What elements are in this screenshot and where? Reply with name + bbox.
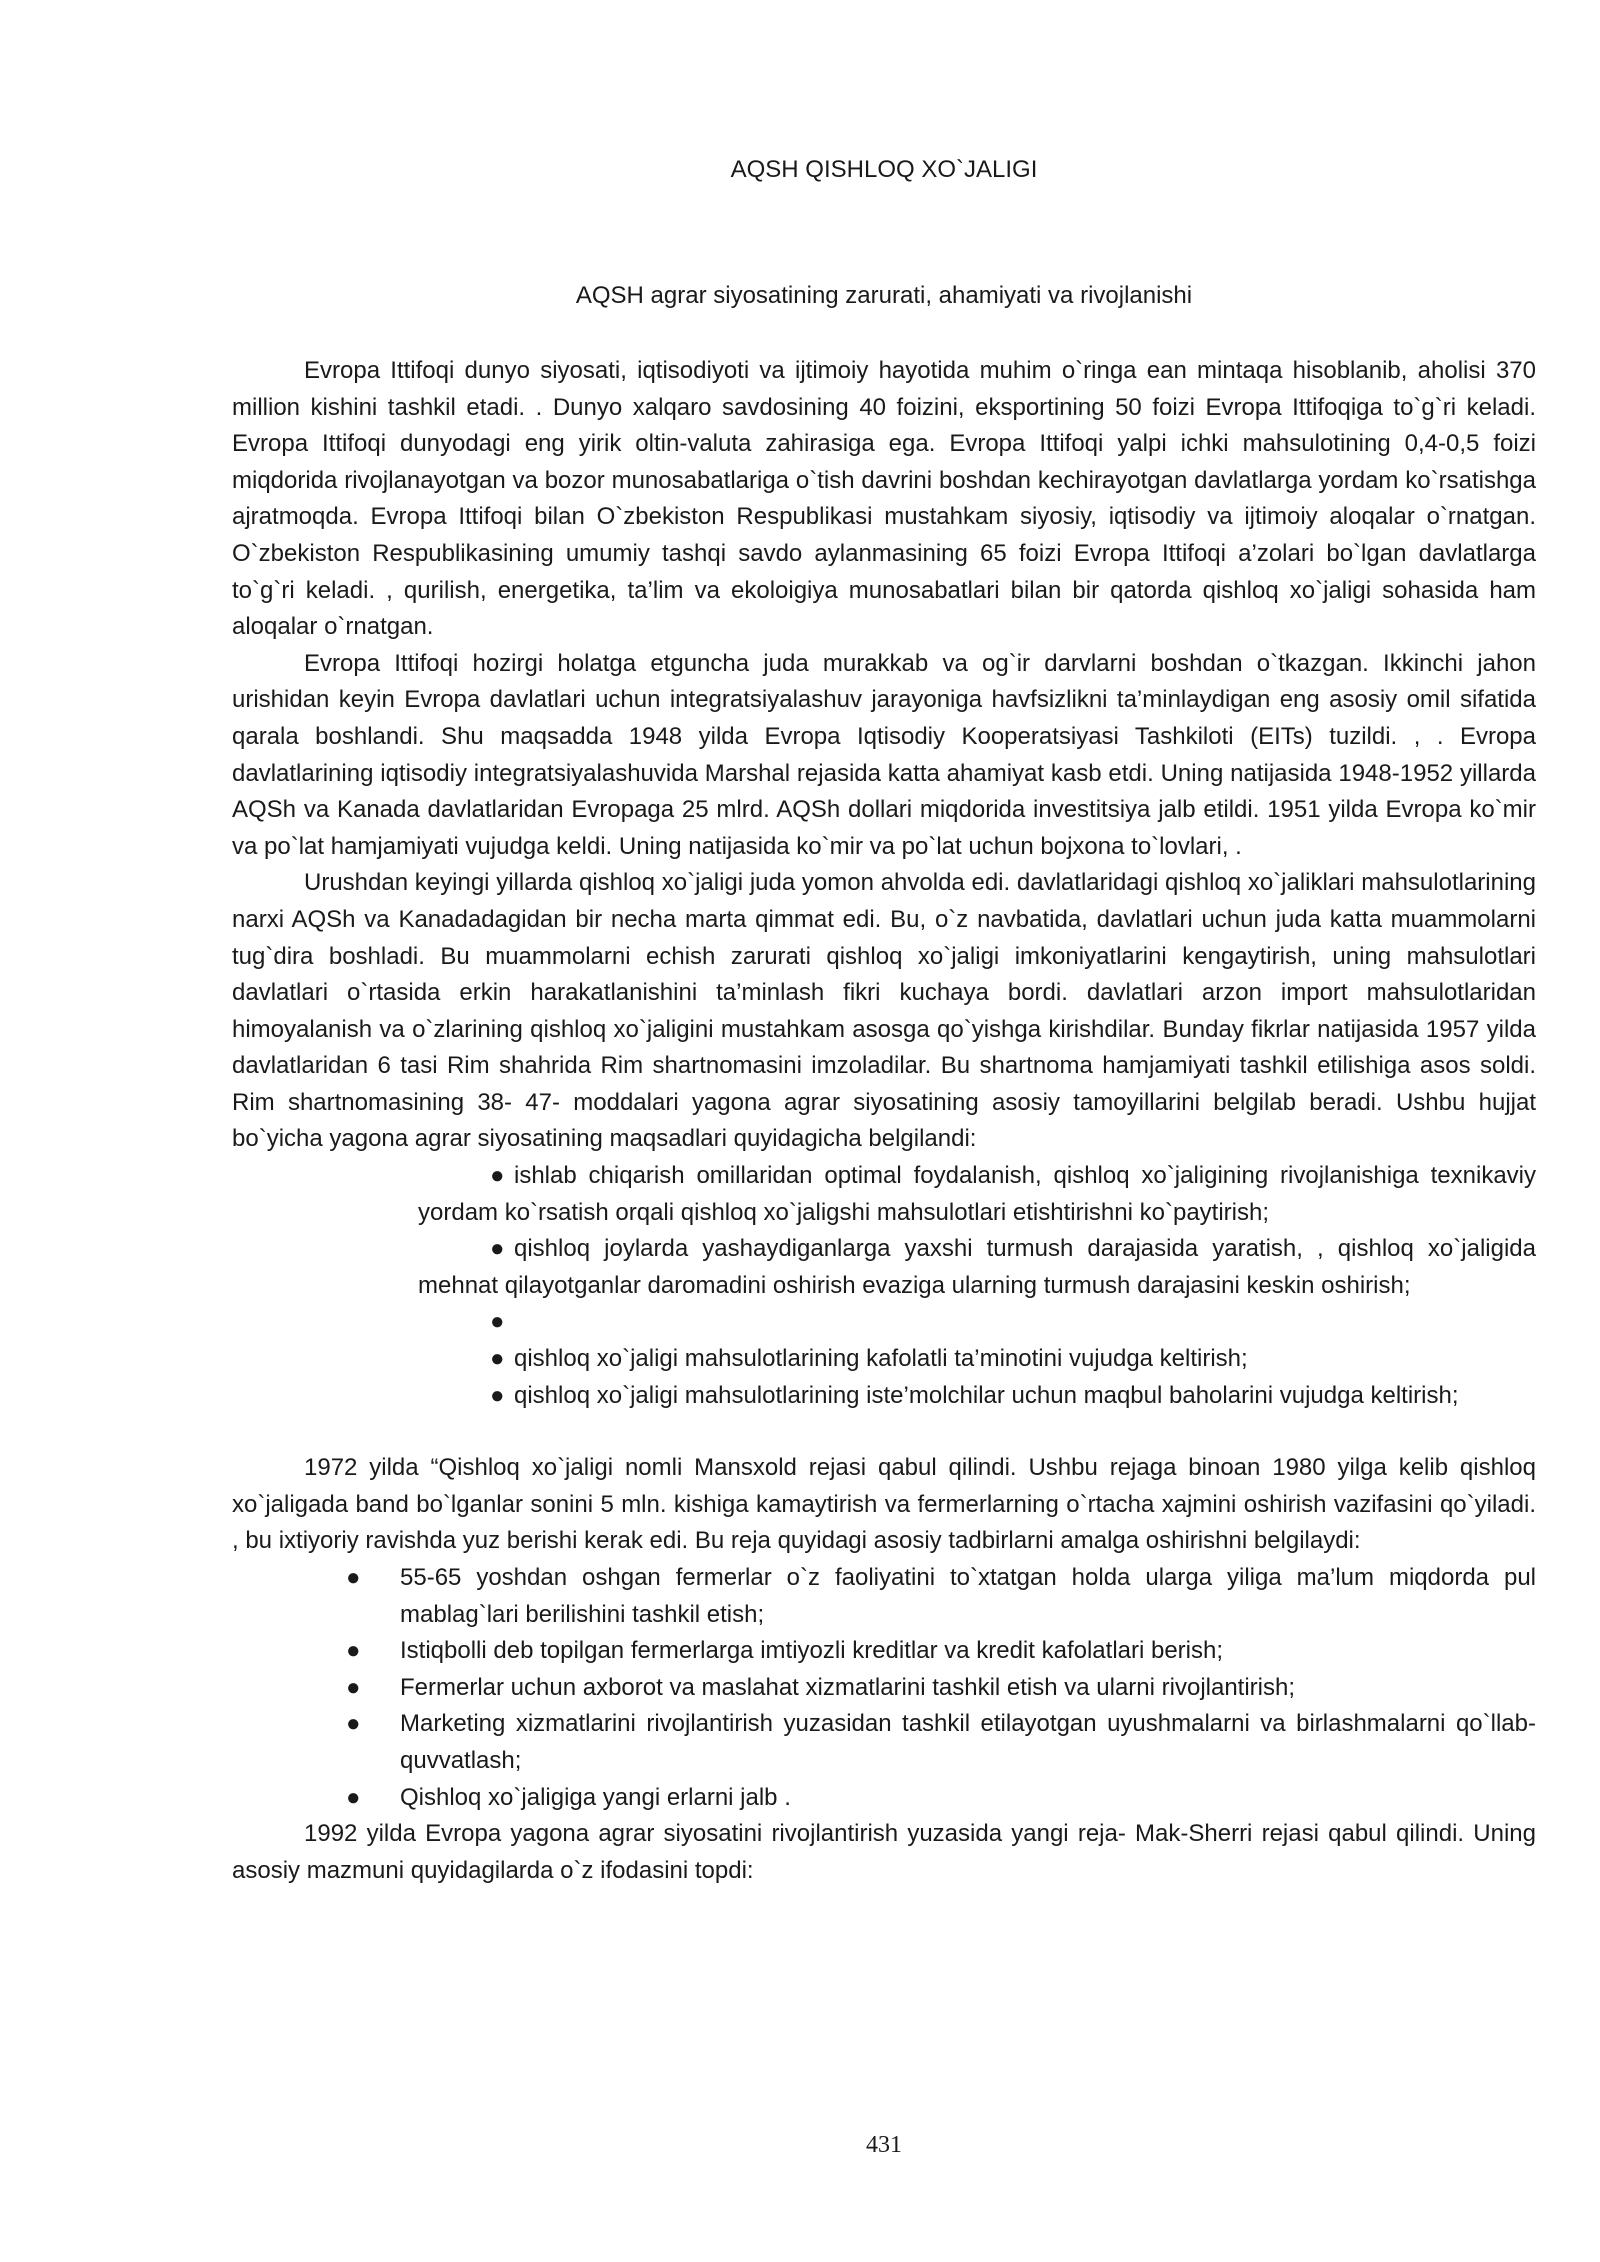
list-item <box>418 1341 1536 1378</box>
bullet-icon: ● <box>490 1345 505 1373</box>
list-item-text: qishloq joylarda yashaydiganlarga yaxshi turmush darajasida yaratish, , qishloq xo`jaligida mehnat qilayotganlar daromadini oshirish evaziga ularning turmush darajasini keskin oshirish; <box>418 1235 1536 1299</box>
paragraph: Evropa Ittifoqi hozirgi holatga etguncha juda murakkab va og`ir darvlarni boshdan o`tkazgan. Ikkinchi jahon urishidan keyin Evropa davlatlari uchun integratsiyalashuv jarayoniga havfsizlikni ta’minlaydigan eng asosiy omil sifatida qarala boshlandi. Shu maqsadda 1948 yilda Evropa Iqtisodiy Kooperatsiyasi Tashkiloti (EITs) tuzildi. , . Evropa davlatlarining iqtisodiy integratsiyalashuvida Marshal rejasida katta ahamiyat kasb etdi. Uning natijasida 1948-1952 yillarda AQSh va Kanada davlatlaridan Evropaga 25 mlrd. AQSh dollari miqdorida investitsiya jalb etildi. 1951 yilda Evropa ko`mir va po`lat hamjamiyati vujudga keldi. Uning natijasida ko`mir va po`lat uchun bojxona to`lovlari, . <box>232 649 1536 860</box>
list-item <box>346 1780 1536 1817</box>
list-item-text: qishloq xo`jaligi mahsulotlarining kafolatli ta’minotini vujudga keltirish; <box>514 1345 1248 1373</box>
bullet-icon: ● <box>490 1381 505 1409</box>
measures-list <box>232 1560 1536 1816</box>
bullet-icon: ● <box>490 1308 505 1336</box>
paragraph: Urushdan keyingi yillarda qishloq xo`jaligi juda yomon ahvolda edi. davlatlaridagi qishloq xo`jaliklari mahsulotlarining narxi AQSh va Kanadadagidan bir necha marta qimmat edi. Bu, o`z navbatida, davlatlari uchun juda katta muammolarni tug`dira boshladi. Bu muammolarni echish zarurati qishloq xo`jaligi imkoniyatlarini kengaytirish, uning mahsulotlari davlatlari o`rtasida erkin harakatlanishini ta’minlash fikri kuchaya bordi. davlatlari arzon import mahsulotlaridan himoyalanish va o`zlarining qishloq xo`jaligini mustahkam asosga qo`yishga kirishdilar. Bunday fikrlar natijasida 1957 yilda davlatlaridan 6 tasi Rim shahrida Rim shartnomasini imzoladilar. Bu shartnoma hamjamiyati tashkil etilishiga asos soldi. Rim shartnomasining 38- 47- moddalari yagona agrar siyosatining asosiy tamoyillarini belgilab beradi. Ushbu hujjat bo`yicha yagona agrar siyosatining maqsadlari quyidagicha belgilandi: <box>232 869 1536 1153</box>
paragraph: 1972 yilda “Qishloq xo`jaligi nomli Mansxold rejasi qabul qilindi. Ushbu rejaga binoan 1980 yilga kelib qishloq xo`jaligada band bo`lganlar sonini 5 mln. kishiga kamaytirish va fermerlarning o`rtacha xajmini oshirish vazifasini qo`yiladi. , bu ixtiyoriy ravishda yuz berishi kerak edi. Bu reja quyidagi asosiy tadbirlarni amalga oshirishni belgilaydi: <box>232 1454 1536 1555</box>
paragraph: 1992 yilda Evropa yagona agrar siyosatini rivojlantirish yuzasida yangi reja- Mak-Sherri rejasi qabul qilindi. Uning asosiy mazmuni quyidagilarda o`z ifodasini topdi: <box>232 1820 1536 1884</box>
list-item <box>418 1158 1536 1231</box>
bullet-icon: ● <box>490 1162 505 1190</box>
list-item-text: Marketing xizmatlarini rivojlantirish yuzasidan tashkil etilayotgan uyushmalarni va birlashmalarni qo`llab-quvvatlash; <box>400 1710 1536 1774</box>
document-body <box>232 353 1536 1889</box>
list-item-text: qishloq xo`jaligi mahsulotlarining iste’molchilar uchun maqbul baholarini vujudga keltirish; <box>514 1381 1459 1409</box>
section-subtitle: AQSH agrar siyosatining zarurati, ahamiyati va rivojlanishi <box>575 282 1193 309</box>
bullet-icon: ● <box>346 1783 361 1811</box>
list-item <box>346 1560 1536 1633</box>
goals-list <box>232 1158 1536 1414</box>
list-item <box>346 1633 1536 1670</box>
page-title: AQSH QISHLOQ XO`JALIGI <box>730 156 1038 183</box>
list-item <box>346 1706 1536 1779</box>
bullet-icon: ● <box>346 1710 361 1738</box>
list-item <box>418 1231 1536 1304</box>
bullet-icon: ● <box>490 1235 505 1263</box>
page-number: 431 <box>866 2132 902 2158</box>
list-item-text: Fermerlar uchun axborot va maslahat xizmatlarini tashkil etish va ularni rivojlantirish; <box>400 1673 1296 1701</box>
bullet-icon: ● <box>346 1564 361 1591</box>
list-item <box>346 1670 1536 1707</box>
spacer <box>232 1414 1536 1450</box>
list-item <box>418 1304 1536 1341</box>
list-item <box>418 1378 1536 1415</box>
bullet-icon: ● <box>346 1637 361 1665</box>
bullet-icon: ● <box>346 1673 361 1701</box>
paragraph: Evropa Ittifoqi dunyo siyosati, iqtisodiyoti va ijtimoiy hayotida muhim o`ringa ean mintaqa hisoblanib, aholisi 370 million kishini tashkil etadi. . Dunyo xalqaro savdosining 40 foizini, eksportining 50 foizi Evropa Ittifoqiga to`g`ri keladi. Evropa Ittifoqi dunyodagi eng yirik oltin-valuta zahirasiga ega. Evropa Ittifoqi yalpi ichki mahsulotining 0,4-0,5 foizi miqdorida rivojlanayotgan va bozor munosabatlariga o`tish davrini boshdan kechirayotgan davlatlarga yordam ko`rsatishga ajratmoqda. Evropa Ittifoqi bilan O`zbekiston Respublikasi mustahkam siyosiy, iqtisodiy va ijtimoiy aloqalar o`rnatgan. O`zbekiston Respublikasining umumiy tashqi savdo aylanmasining 65 foizi Evropa Ittifoqi a’zolari bo`lgan davlatlarga to`g`ri keladi. , qurilish, energetika, ta’lim va ekoloigiya munosabatlari bilan bir qatorda qishloq xo`jaligi sohasida ham aloqalar o`rnatgan. <box>232 357 1536 641</box>
list-item-text: ishlab chiqarish omillaridan optimal foydalanish, qishloq xo`jaligining rivojlanishiga texnikaviy yordam ko`rsatish orqali qishloq xo`jaligshi mahsulotlari etishtirishni ko`paytirish; <box>418 1162 1536 1226</box>
list-item-text: Istiqbolli deb topilgan fermerlarga imtiyozli kreditlar va kredit kafolatlari berish; <box>400 1637 1224 1665</box>
list-item-text: Qishloq xo`jaligiga yangi erlarni jalb . <box>400 1783 791 1811</box>
list-item-text: 55-65 yoshdan oshgan fermerlar o`z faoliyatini to`xtatgan holda ularga yiliga ma’lum miqdorda pul mablag`lari berilishini tashkil etish; <box>400 1564 1536 1628</box>
